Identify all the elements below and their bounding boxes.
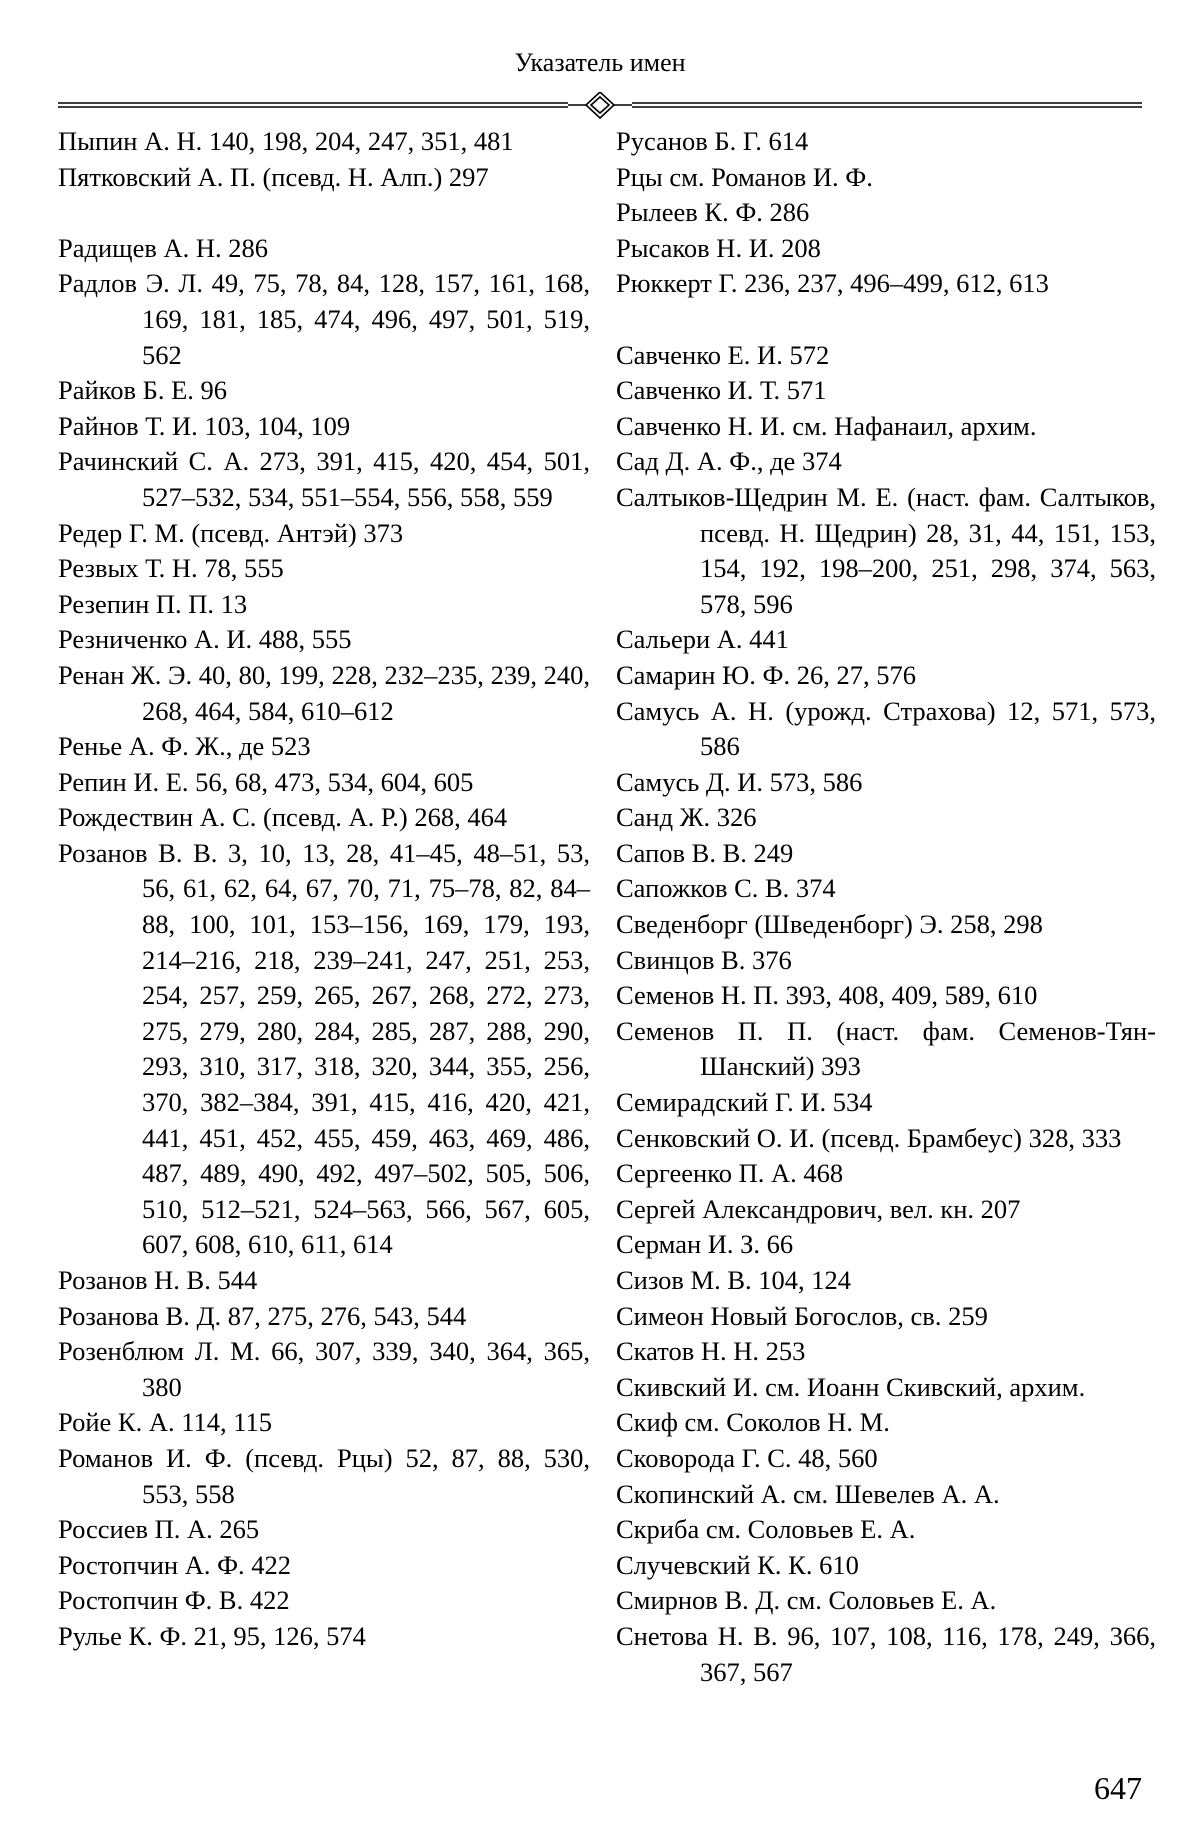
index-entry: Репин И. Е. 56, 68, 473, 534, 604, 605 xyxy=(58,766,474,797)
index-entry: Самарин Ю. Ф. 26, 27, 576 xyxy=(616,659,916,690)
index-entry: Пятковский А. П. (псевд. Н. Алп.) 297 xyxy=(58,161,489,192)
index-entry: Савченко Е. И. 572 xyxy=(616,339,830,370)
index-entry: Рождествин А. С. (псевд. А. Р.) 268, 464 xyxy=(58,802,508,833)
index-entry: Райнов Т. И. 103, 104, 109 xyxy=(58,410,351,441)
index-entry: Симеон Новый Богослов, св. 259 xyxy=(616,1300,988,1331)
index-entry: Скиф см. Соколов Н. М. xyxy=(616,1407,890,1438)
index-entry: Самусь А. Н. (урожд. Страхова) 12, 571, 573, 586 xyxy=(616,695,1156,762)
index-entry: Скивский И. см. Иоанн Скивский, архим. xyxy=(616,1371,1086,1402)
index-entry: Радлов Э. Л. 49, 75, 78, 84, 128, 157, 161, 168, 169, 181, 185, 474, 496, 497, 501, 519, 562 xyxy=(58,268,590,370)
index-entry: Смирнов В. Д. см. Соловьев Е. А. xyxy=(616,1585,997,1616)
index-entry: Розанов В. В. 3, 10, 13, 28, 41–45, 48–51, 53, 56, 61, 62, 64, 67, 70, 71, 75–78, 82, 84–88, 100, 101, 153–156, 169, 179, 193, 214–216, 218, 239–241, 247, 251, 253, 254, 257, 259, 265, 267, 268, 272, 273, 275, 279, 280, 284, 285, 287, 288, 290, 293, 310, 317, 318, 320, 344, 355, 256, 370, 382–384, 391, 415, 416, 420, 421, 441, 451, 452, 455, 459, 463, 469, 486, 487, 489, 490, 492, 497–502, 505, 506, 510, 512–521, 524–563, 566, 567, 605, 607, 608, 610, 611, 614 xyxy=(58,837,590,1260)
index-entry: Салтыков-Щедрин М. Е. (наст. фам. Салтыков, псевд. Н. Щедрин) 28, 31, 44, 151, 153, 154, 192, 198–200, 251, 298, 374, 563, 578, 596 xyxy=(616,481,1156,619)
index-entry: Ройе К. А. 114, 115 xyxy=(58,1407,272,1438)
index-entry: Снетова Н. В. 96, 107, 108, 116, 178, 249, 366, 367, 567 xyxy=(616,1620,1156,1687)
index-entry: Скопинский А. см. Шевелев А. А. xyxy=(616,1478,1000,1509)
index-entry: Семенов П. П. (наст. фам. Семенов-Тян-Шанский) 393 xyxy=(616,1015,1156,1082)
index-entry: Сапожков С. В. 374 xyxy=(616,873,836,904)
index-entry: Романов И. Ф. (псевд. Рцы) 52, 87, 88, 530, 553, 558 xyxy=(58,1442,590,1509)
index-column-left xyxy=(58,124,590,1655)
index-entry: Рюккерт Г. 236, 237, 496–499, 612, 613 xyxy=(616,268,1049,299)
index-entry: Случевский К. К. 610 xyxy=(616,1549,859,1580)
index-entry: Сизов М. В. 104, 124 xyxy=(616,1265,852,1295)
index-entry: Сапов В. В. 249 xyxy=(616,837,794,868)
index-entry: Пыпин А. Н. 140, 198, 204, 247, 351, 481 xyxy=(58,126,514,156)
running-header: Указатель имен xyxy=(514,48,686,77)
index-entry: Савченко Н. И. см. Нафанаил, архим. xyxy=(616,410,1037,441)
index-entry: Рцы см. Романов И. Ф. xyxy=(616,161,873,192)
index-entry: Сенковский О. И. (псевд. Брамбеус) 328, 333 xyxy=(616,1122,1122,1153)
index-entry: Резвых Т. Н. 78, 555 xyxy=(58,553,284,584)
index-entry: Семенов Н. П. 393, 408, 409, 589, 610 xyxy=(616,980,1038,1011)
diamond-ornament-icon xyxy=(568,92,632,118)
index-entry: Рулье К. Ф. 21, 95, 126, 574 xyxy=(58,1620,366,1651)
index-entry: Сальери А. 441 xyxy=(616,624,789,655)
index-entry: Самусь Д. И. 573, 586 xyxy=(616,766,863,797)
index-entry: Райков Б. Е. 96 xyxy=(58,375,228,406)
index-entry: Сведенборг (Шведенборг) Э. 258, 298 xyxy=(616,909,1043,940)
letter-group-gap xyxy=(616,302,1156,338)
index-entry: Сад Д. А. Ф., де 374 xyxy=(616,446,842,477)
index-entry: Ренье А. Ф. Ж., де 523 xyxy=(58,731,311,762)
index-entry: Санд Ж. 326 xyxy=(616,802,757,833)
index-entry: Сергей Александрович, вел. кн. 207 xyxy=(616,1193,1021,1224)
index-entry: Ренан Ж. Э. 40, 80, 199, 228, 232–235, 239, 240, 268, 464, 584, 610–612 xyxy=(58,659,590,726)
index-entry: Радищев А. Н. 286 xyxy=(58,232,268,263)
index-entry: Семирадский Г. И. 534 xyxy=(616,1087,873,1118)
index-entry: Скатов Н. Н. 253 xyxy=(616,1336,806,1367)
index-entry: Рысаков Н. И. 208 xyxy=(616,232,821,263)
index-entry: Ростопчин Ф. В. 422 xyxy=(58,1585,290,1616)
index-entry: Россиев П. А. 265 xyxy=(58,1514,260,1545)
index-entry: Русанов Б. Г. 614 xyxy=(616,126,809,156)
index-entry: Сковорода Г. С. 48, 560 xyxy=(616,1442,878,1473)
index-entry: Резниченко А. И. 488, 555 xyxy=(58,624,352,655)
header-ornament-rule xyxy=(58,92,1142,122)
index-entry: Серман И. З. 66 xyxy=(616,1229,794,1260)
index-entry: Розанова В. Д. 87, 275, 276, 543, 544 xyxy=(58,1300,467,1331)
index-column-right xyxy=(616,124,1156,1690)
index-entry: Рачинский С. А. 273, 391, 415, 420, 454, 501, 527–532, 534, 551–554, 556, 558, 559 xyxy=(58,446,590,512)
index-entry: Сергеенко П. А. 468 xyxy=(616,1158,844,1189)
letter-group-gap xyxy=(58,195,590,231)
page-number: 647 xyxy=(1094,1770,1142,1806)
index-entry: Скриба см. Соловьев Е. А. xyxy=(616,1514,916,1545)
index-entry: Ростопчин А. Ф. 422 xyxy=(58,1549,292,1580)
index-entry: Свинцов В. 376 xyxy=(616,944,792,975)
index-entry: Редер Г. М. (псевд. Антэй) 373 xyxy=(58,517,404,548)
index-entry: Резепин П. П. 13 xyxy=(58,588,248,619)
index-entry: Розенблюм Л. М. 66, 307, 339, 340, 364, 365, 380 xyxy=(58,1336,590,1402)
index-entry: Савченко И. Т. 571 xyxy=(616,375,827,406)
index-entry: Розанов Н. В. 544 xyxy=(58,1265,258,1295)
index-entry: Рылеев К. Ф. 286 xyxy=(616,197,810,228)
